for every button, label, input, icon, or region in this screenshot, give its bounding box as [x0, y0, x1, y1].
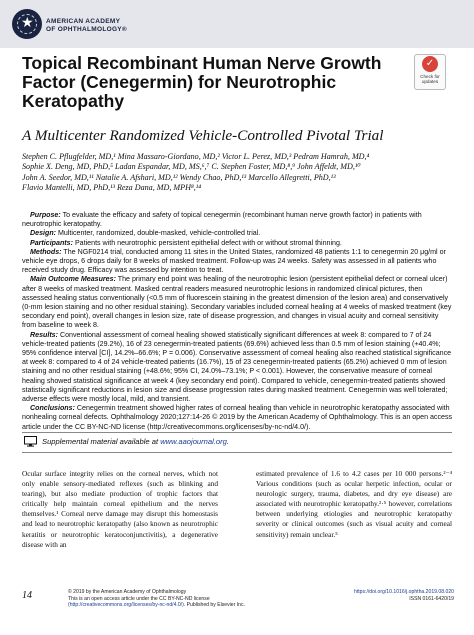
abstract-label: Conclusions:	[30, 404, 75, 413]
abstract-design	[22, 229, 454, 238]
footer-doi	[308, 589, 454, 602]
author-list	[22, 152, 462, 194]
abstract-conclusions	[22, 404, 454, 432]
abstract-text: Multicenter, randomized, double-masked, vehicle-controlled trial.	[58, 229, 261, 238]
author-line: Flavio Mantelli, MD, PhD,¹³ Reza Dana, MD, MPH⁸,¹⁴	[22, 183, 202, 193]
body-paragraph: Ocular surface integrity relies on the corneal nerves, which not only enable sensory-mediated reflexes (such as blinking and tearing), but also mediate production of trophic factors that critically help maintain corneal epithelium and the nerves themselves.¹ Corneal nerve damage may disrupt this homeostasis and lead to neurotrophic keratopathy (also known as neurotrophic keratitis or neurotrophic keratoconjunctivitis), a degenerative disease with an	[22, 469, 218, 549]
abstract-text: Patients with neurotrophic persistent epithelial defect with or without stromal thinning.	[74, 238, 342, 247]
author-line: John A. Seedor, MD,¹¹ Natalie A. Afshari, MD,¹² Wendy Chao, PhD,¹³ Marcello Allegretti, PhD,¹³	[22, 172, 336, 182]
journal-name-line2: OF OPHTHALMOLOGY®	[46, 26, 128, 33]
check-updates-label: Check for updates	[420, 74, 440, 85]
abstract-text: Cenegermin treatment showed higher rates of corneal healing than vehicle in neurotrophic keratopathy associated with nonhealing corneal defects. Ophthalmology 2020;127:14-26 © 2019 by the American Academy of Ophthalmology. This is an open access article under the CC BY-NC-ND license (http://creativecommons.org/licenses/by-nc-nd/4.0/).	[22, 404, 453, 431]
abstract-label: Main Outcome Measures:	[30, 275, 116, 284]
abstract-text: The NGF0214 trial, conducted among 11 sites in the United States, randomized 48 patients 1:1 to cenegermin 20 μg/ml or vehicle eye drops, 6 drops daily for 8 weeks of masked treatment. Follow-up was 24 weeks. Safety was assessed in all patients who received study drug. Efficacy was assessed by intention to treat.	[22, 247, 446, 275]
author-line: Stephen C. Pflugfelder, MD,¹ Mina Massaro-Giordano, MD,² Victor L. Perez, MD,³ Pedram Hamrah, MD,⁴	[22, 152, 370, 161]
body-paragraph: estimated prevalence of 1.6 to 4.2 cases per 10 000 persons.²⁻⁴ Various conditions (such as ocular herpetic infection, ocular or neurologic surgery, trauma, diabetes, and dry eye disease) are associated with neurotrophic keratopathy.²·⁵ however, correlations between underlying etiologies and neurotrophic keratopathy severity or clinical outcomes (such as visual acuity and corneal sensitivity) remain unclear.⁵	[256, 469, 452, 539]
supplemental-link[interactable]: www.aaojournal.org	[160, 437, 227, 446]
abstract-text: The primary end point was healing of the neurotrophic lesion (persistent epithelial defect or corneal ulcer) after 8 weeks of masked treatment. Masked central readers measured neurotrophic lesions in randomized clinical pictures, then assessed healing status conventionally (<0.5 mm of fluorescein staining in the greatest dimension of the lesion area) and conservatively (0-mm lesion staining and no other residual staining). Secondary variables included corneal healing at 4 weeks of masked treatment (key secondary end point), overall changes in lesion size, rate of disease progression, and changes in visual acuity and corneal sensitivity from baseline to week 8.	[22, 275, 452, 330]
monitor-icon	[24, 436, 37, 447]
check-updates-icon: ✓	[422, 56, 438, 72]
abstract-label: Participants:	[30, 238, 73, 247]
supplemental-material-note: Supplemental material available at www.aaojournal.org.	[42, 437, 230, 446]
body-column-right	[256, 469, 452, 540]
abstract-label: Design:	[30, 229, 57, 238]
abstract-main-outcome	[22, 275, 454, 330]
abstract	[22, 211, 454, 432]
abstract-text: Conventional assessment of corneal healing showed statistically significant differences at week 8: compared to 7 of 24 vehicle-treated patients (29.2%), 16 of 23 cenegermin-treated patients (69.6%) achieved less than 0.5 mm of lesion staining (+40.4%; 95% confidence interval [CI], 14.2%–66.6%; P = 0.006). Conservative assessment of corneal healing also reached statistical significance at week 8: compared to 4 of 24 vehicle-treated patients (16.7%), 15 of 23 cenegermin-treated patients (65.2%) achieved 0 mm of lesion staining and no other residual staining (+48.6%; 95% CI, 24.0%–73.1%; P < 0.001). However, the conservative measure of corneal healing showed statistical significance at week 4 (key secondary end point). Compared to vehicle, cenegermin-treated patients showed statistically significant reductions in lesion size and disease progression rates during masked treatment. Cenegermin was well tolerated; adverse effects were mostly local, mild, and transient.	[22, 330, 452, 404]
abstract-label: Purpose:	[30, 211, 61, 219]
issn: ISSN 0161-6420/19	[409, 595, 454, 602]
abstract-results	[22, 331, 454, 405]
article-subtitle: A Multicenter Randomized Vehicle-Controlled Pivotal Trial	[22, 127, 384, 144]
abstract-text: To evaluate the efficacy and safety of topical cenegermin (recombinant human nerve growth factor) in patients with neurotrophic keratopathy.	[22, 211, 422, 229]
abstract-participants	[22, 239, 454, 248]
body-column-left	[22, 469, 218, 550]
article-title: Topical Recombinant Human Nerve Growth Factor (Cenegermin) for Neurotrophic Keratopathy	[22, 53, 382, 111]
footer-copyright: © 2019 by the American Academy of Ophthalmology This is an open access article under the CC BY-NC-ND license (http://creativecommons.org/licenses/by-nc-nd/4.0/). Published by Elsevier Inc.	[68, 589, 245, 609]
academy-seal-star-icon: ★	[21, 15, 34, 31]
divider	[22, 452, 452, 453]
abstract-label: Results:	[30, 330, 58, 339]
license-link[interactable]: (http://creativecommons.org/licenses/by-nc-nd/4.0/).	[68, 602, 186, 609]
abstract-label: Methods:	[30, 247, 62, 256]
author-line: Sophie X. Deng, MD, PhD,⁵ Ladan Espandar, MD, MS,⁶,⁷ C. Stephen Foster, MD,⁸,⁹ John Affeldt, MD,¹⁰	[22, 162, 361, 172]
doi-link[interactable]: https://doi.org/10.1016/j.ophtha.2019.08.020	[354, 589, 454, 595]
abstract-methods	[22, 248, 454, 276]
journal-name-line1: AMERICAN ACADEMY	[46, 18, 121, 25]
page-number: 14	[22, 590, 32, 601]
abstract-purpose	[22, 211, 454, 229]
divider	[22, 432, 452, 433]
